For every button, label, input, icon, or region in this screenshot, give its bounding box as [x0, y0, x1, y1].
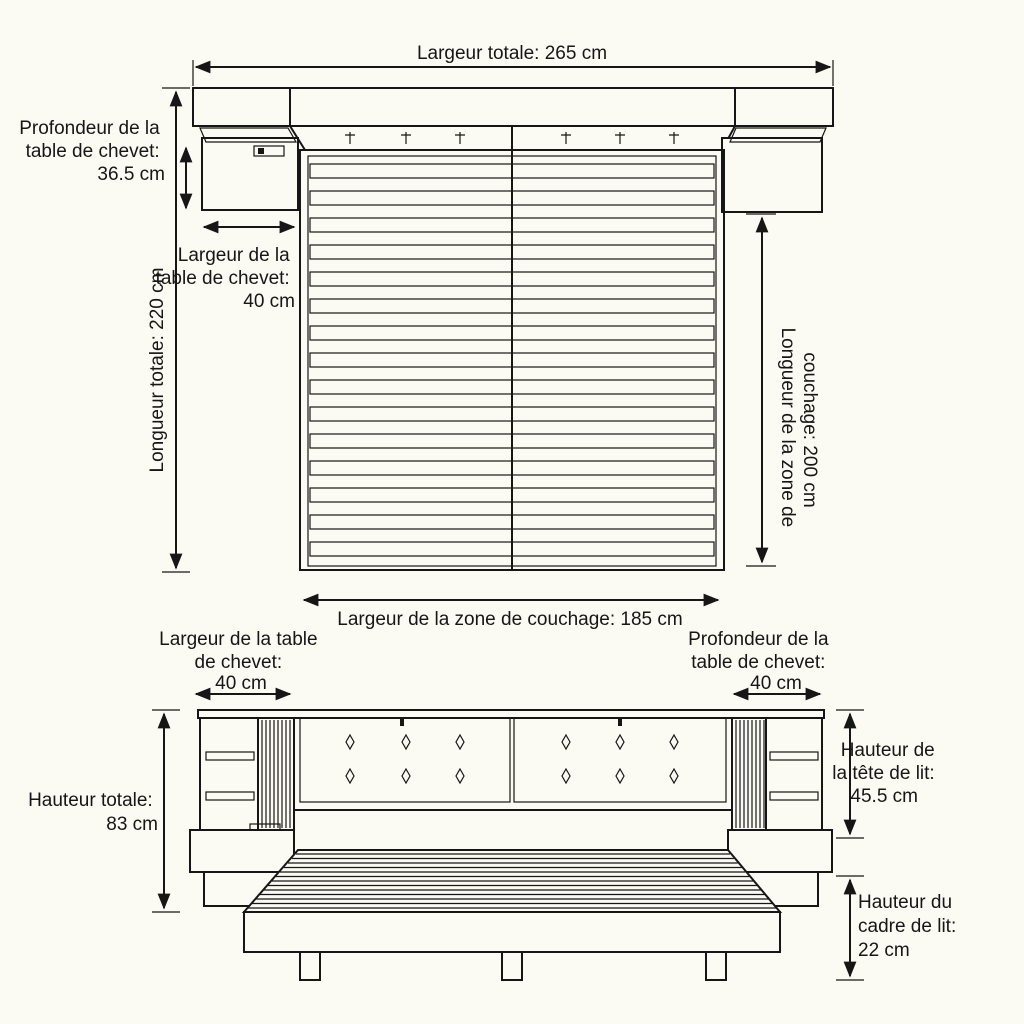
nightstand-depth-label: Profondeur de la table de chevet: 36.5 cm	[19, 118, 165, 185]
bed-frame-front-view	[244, 850, 780, 980]
frame-height-label: Hauteur du cadre de lit: 22 cm	[858, 892, 957, 961]
total-width-label: Largeur totale: 265 cm	[416, 43, 608, 64]
front-view	[28, 629, 961, 980]
left-nightstand-top-view	[200, 128, 298, 210]
total-height-label: Hauteur totale: 83 cm	[28, 790, 158, 835]
sleep-width-label: Largeur de la zone de couchage: 185 cm	[337, 609, 683, 630]
headboard-front-view	[294, 718, 732, 810]
right-nightstand-top-view	[722, 128, 826, 212]
nightstand-width-label: Largeur de la table de chevet: 40 cm	[155, 245, 295, 312]
top-view	[19, 43, 833, 630]
front-nightstand-depth-label: Profondeur de la table de chevet: 40 cm	[688, 629, 829, 694]
front-nightstand-width-label: Largeur de la table de chevet: 40 cm	[159, 629, 318, 694]
headboard-height-label: Hauteur de la tête de lit: 45.5 cm	[832, 740, 935, 807]
total-length-label: Longueur totale: 220 cm	[147, 267, 168, 473]
sleep-length-label: Longueur de la zone de couchage: 200 cm	[777, 327, 820, 528]
